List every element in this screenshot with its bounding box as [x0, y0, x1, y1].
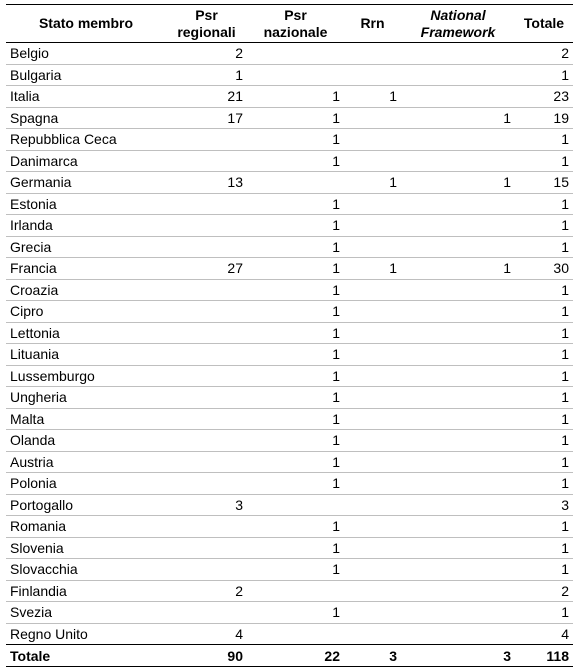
cell-rrn [344, 64, 401, 86]
cell-totale: 1 [515, 215, 573, 237]
column-header-psr-nazionale: Psr nazionale [263, 6, 328, 40]
cell-psr-nazionale: 1 [247, 602, 344, 624]
totals-label: Totale [6, 645, 166, 667]
cell-psr-nazionale: 1 [247, 451, 344, 473]
cell-rrn [344, 279, 401, 301]
cell-stato-membro: Croazia [6, 279, 166, 301]
table-row [6, 301, 573, 323]
cell-totale: 1 [515, 193, 573, 215]
cell-national-framework [401, 279, 515, 301]
table-row [6, 172, 573, 194]
cell-psr-regionali: 2 [166, 580, 247, 602]
cell-national-framework [401, 473, 515, 495]
cell-national-framework [401, 516, 515, 538]
table-body [6, 43, 573, 645]
cell-rrn [344, 559, 401, 581]
column-header-rrn: Rrn [360, 15, 385, 31]
cell-rrn [344, 43, 401, 65]
cell-totale: 19 [515, 107, 573, 129]
cell-national-framework [401, 150, 515, 172]
table-row [6, 387, 573, 409]
header-row [6, 5, 573, 43]
cell-stato-membro: Grecia [6, 236, 166, 258]
cell-stato-membro: Regno Unito [6, 623, 166, 645]
cell-national-framework [401, 365, 515, 387]
cell-psr-regionali [166, 344, 247, 366]
cell-rrn: 1 [344, 258, 401, 280]
cell-national-framework [401, 602, 515, 624]
cell-rrn [344, 344, 401, 366]
cell-totale: 1 [515, 516, 573, 538]
cell-totale: 1 [515, 430, 573, 452]
cell-national-framework [401, 193, 515, 215]
cell-psr-nazionale: 1 [247, 301, 344, 323]
cell-stato-membro: Olanda [6, 430, 166, 452]
table-row [6, 516, 573, 538]
cell-psr-nazionale: 1 [247, 86, 344, 108]
column-header-stato-membro: Stato membro [38, 15, 134, 31]
cell-totale: 23 [515, 86, 573, 108]
cell-psr-nazionale: 1 [247, 537, 344, 559]
table-row [6, 64, 573, 86]
cell-national-framework [401, 344, 515, 366]
table-row [6, 258, 573, 280]
table-row [6, 43, 573, 65]
cell-rrn [344, 537, 401, 559]
cell-stato-membro: Slovenia [6, 537, 166, 559]
cell-psr-regionali: 1 [166, 64, 247, 86]
cell-rrn [344, 107, 401, 129]
cell-psr-nazionale: 1 [247, 473, 344, 495]
cell-stato-membro: Ungheria [6, 387, 166, 409]
cell-totale: 15 [515, 172, 573, 194]
cell-psr-regionali [166, 516, 247, 538]
cell-psr-nazionale [247, 494, 344, 516]
cell-totale: 1 [515, 387, 573, 409]
cell-psr-nazionale: 1 [247, 365, 344, 387]
cell-psr-regionali: 17 [166, 107, 247, 129]
cell-rrn: 1 [344, 172, 401, 194]
cell-stato-membro: Germania [6, 172, 166, 194]
cell-stato-membro: Spagna [6, 107, 166, 129]
cell-stato-membro: Svezia [6, 602, 166, 624]
cell-psr-nazionale: 1 [247, 559, 344, 581]
cell-totale: 1 [515, 365, 573, 387]
cell-rrn [344, 473, 401, 495]
cell-psr-regionali [166, 129, 247, 151]
cell-psr-nazionale [247, 623, 344, 645]
cell-totale: 1 [515, 64, 573, 86]
cell-stato-membro: Polonia [6, 473, 166, 495]
cell-national-framework: 1 [401, 107, 515, 129]
cell-national-framework [401, 387, 515, 409]
cell-psr-regionali [166, 430, 247, 452]
cell-totale: 1 [515, 451, 573, 473]
cell-psr-nazionale: 1 [247, 430, 344, 452]
cell-psr-regionali [166, 559, 247, 581]
cell-stato-membro: Danimarca [6, 150, 166, 172]
cell-national-framework [401, 408, 515, 430]
cell-national-framework [401, 322, 515, 344]
cell-rrn [344, 494, 401, 516]
cell-psr-regionali [166, 365, 247, 387]
table-row [6, 494, 573, 516]
cell-psr-nazionale [247, 172, 344, 194]
cell-psr-regionali [166, 451, 247, 473]
cell-psr-nazionale: 1 [247, 516, 344, 538]
cell-national-framework [401, 86, 515, 108]
cell-psr-nazionale: 1 [247, 215, 344, 237]
cell-psr-nazionale: 1 [247, 236, 344, 258]
cell-stato-membro: Cipro [6, 301, 166, 323]
cell-psr-regionali: 3 [166, 494, 247, 516]
cell-rrn: 1 [344, 86, 401, 108]
cell-rrn [344, 215, 401, 237]
cell-totale: 1 [515, 150, 573, 172]
cell-totale: 1 [515, 279, 573, 301]
cell-stato-membro: Portogallo [6, 494, 166, 516]
cell-national-framework [401, 43, 515, 65]
cell-national-framework [401, 236, 515, 258]
cell-psr-regionali [166, 279, 247, 301]
cell-psr-regionali [166, 387, 247, 409]
total-totale: 118 [515, 645, 573, 667]
cell-rrn [344, 430, 401, 452]
cell-totale: 1 [515, 559, 573, 581]
cell-psr-nazionale: 1 [247, 322, 344, 344]
table-row [6, 559, 573, 581]
cell-rrn [344, 236, 401, 258]
cell-psr-regionali [166, 150, 247, 172]
cell-psr-regionali: 13 [166, 172, 247, 194]
cell-rrn [344, 322, 401, 344]
table-row [6, 129, 573, 151]
cell-totale: 2 [515, 43, 573, 65]
cell-psr-nazionale: 1 [247, 107, 344, 129]
cell-psr-regionali [166, 602, 247, 624]
cell-rrn [344, 129, 401, 151]
total-psr-regionali: 90 [166, 645, 247, 667]
cell-stato-membro: Belgio [6, 43, 166, 65]
table-row [6, 279, 573, 301]
cell-rrn [344, 580, 401, 602]
cell-totale: 1 [515, 344, 573, 366]
table-row [6, 623, 573, 645]
table-row [6, 602, 573, 624]
cell-rrn [344, 301, 401, 323]
cell-psr-regionali: 2 [166, 43, 247, 65]
cell-psr-nazionale: 1 [247, 387, 344, 409]
column-header-totale: Totale [523, 15, 565, 31]
cell-totale: 1 [515, 473, 573, 495]
cell-totale: 30 [515, 258, 573, 280]
table-row [6, 365, 573, 387]
cell-rrn [344, 150, 401, 172]
cell-stato-membro: Estonia [6, 193, 166, 215]
table-row [6, 150, 573, 172]
cell-national-framework [401, 623, 515, 645]
cell-stato-membro: Repubblica Ceca [6, 129, 166, 151]
table-row [6, 537, 573, 559]
cell-national-framework [401, 559, 515, 581]
total-rrn: 3 [344, 645, 401, 667]
cell-stato-membro: Irlanda [6, 215, 166, 237]
cell-stato-membro: Finlandia [6, 580, 166, 602]
total-national-framework: 3 [401, 645, 515, 667]
cell-totale: 1 [515, 322, 573, 344]
cell-psr-regionali [166, 408, 247, 430]
cell-totale: 4 [515, 623, 573, 645]
cell-psr-regionali [166, 473, 247, 495]
cell-psr-nazionale [247, 43, 344, 65]
cell-psr-nazionale: 1 [247, 258, 344, 280]
cell-rrn [344, 387, 401, 409]
cell-national-framework [401, 430, 515, 452]
cell-stato-membro: Italia [6, 86, 166, 108]
table-row [6, 236, 573, 258]
table-row [6, 322, 573, 344]
cell-national-framework [401, 215, 515, 237]
cell-stato-membro: Romania [6, 516, 166, 538]
cell-rrn [344, 365, 401, 387]
cell-psr-nazionale: 1 [247, 344, 344, 366]
cell-rrn [344, 602, 401, 624]
cell-totale: 1 [515, 236, 573, 258]
cell-totale: 1 [515, 602, 573, 624]
totals-row [6, 645, 573, 667]
cell-psr-nazionale: 1 [247, 150, 344, 172]
cell-rrn [344, 516, 401, 538]
cell-psr-nazionale: 1 [247, 193, 344, 215]
table-row [6, 107, 573, 129]
table-row [6, 473, 573, 495]
cell-psr-regionali [166, 322, 247, 344]
table-container [6, 4, 573, 667]
cell-psr-regionali [166, 236, 247, 258]
cell-rrn [344, 623, 401, 645]
cell-psr-nazionale: 1 [247, 129, 344, 151]
cell-psr-nazionale: 1 [247, 408, 344, 430]
cell-rrn [344, 451, 401, 473]
total-psr-nazionale: 22 [247, 645, 344, 667]
cell-national-framework [401, 580, 515, 602]
cell-stato-membro: Slovacchia [6, 559, 166, 581]
cell-rrn [344, 193, 401, 215]
cell-rrn [344, 408, 401, 430]
table-row [6, 86, 573, 108]
cell-psr-nazionale [247, 580, 344, 602]
member-states-table [6, 4, 573, 667]
table-row [6, 408, 573, 430]
cell-totale: 1 [515, 537, 573, 559]
cell-national-framework [401, 451, 515, 473]
cell-stato-membro: Bulgaria [6, 64, 166, 86]
cell-psr-regionali [166, 215, 247, 237]
cell-psr-regionali [166, 301, 247, 323]
cell-national-framework: 1 [401, 172, 515, 194]
cell-national-framework [401, 129, 515, 151]
table-row [6, 193, 573, 215]
cell-totale: 1 [515, 129, 573, 151]
cell-stato-membro: Lituania [6, 344, 166, 366]
cell-psr-regionali: 21 [166, 86, 247, 108]
cell-national-framework [401, 64, 515, 86]
cell-national-framework [401, 494, 515, 516]
cell-totale: 1 [515, 301, 573, 323]
table-row [6, 344, 573, 366]
cell-psr-regionali [166, 537, 247, 559]
cell-national-framework [401, 537, 515, 559]
cell-psr-nazionale: 1 [247, 279, 344, 301]
cell-totale: 2 [515, 580, 573, 602]
cell-totale: 3 [515, 494, 573, 516]
column-header-national-framework: National Framework [420, 6, 496, 40]
cell-national-framework [401, 301, 515, 323]
cell-psr-regionali [166, 193, 247, 215]
cell-national-framework: 1 [401, 258, 515, 280]
table-row [6, 215, 573, 237]
column-header-psr-regionali: Psr regionali [177, 6, 236, 40]
table-row [6, 430, 573, 452]
cell-totale: 1 [515, 408, 573, 430]
cell-stato-membro: Malta [6, 408, 166, 430]
cell-stato-membro: Francia [6, 258, 166, 280]
table-row [6, 451, 573, 473]
cell-stato-membro: Lussemburgo [6, 365, 166, 387]
cell-psr-regionali: 4 [166, 623, 247, 645]
cell-psr-regionali: 27 [166, 258, 247, 280]
cell-psr-nazionale [247, 64, 344, 86]
cell-stato-membro: Austria [6, 451, 166, 473]
cell-stato-membro: Lettonia [6, 322, 166, 344]
table-row [6, 580, 573, 602]
